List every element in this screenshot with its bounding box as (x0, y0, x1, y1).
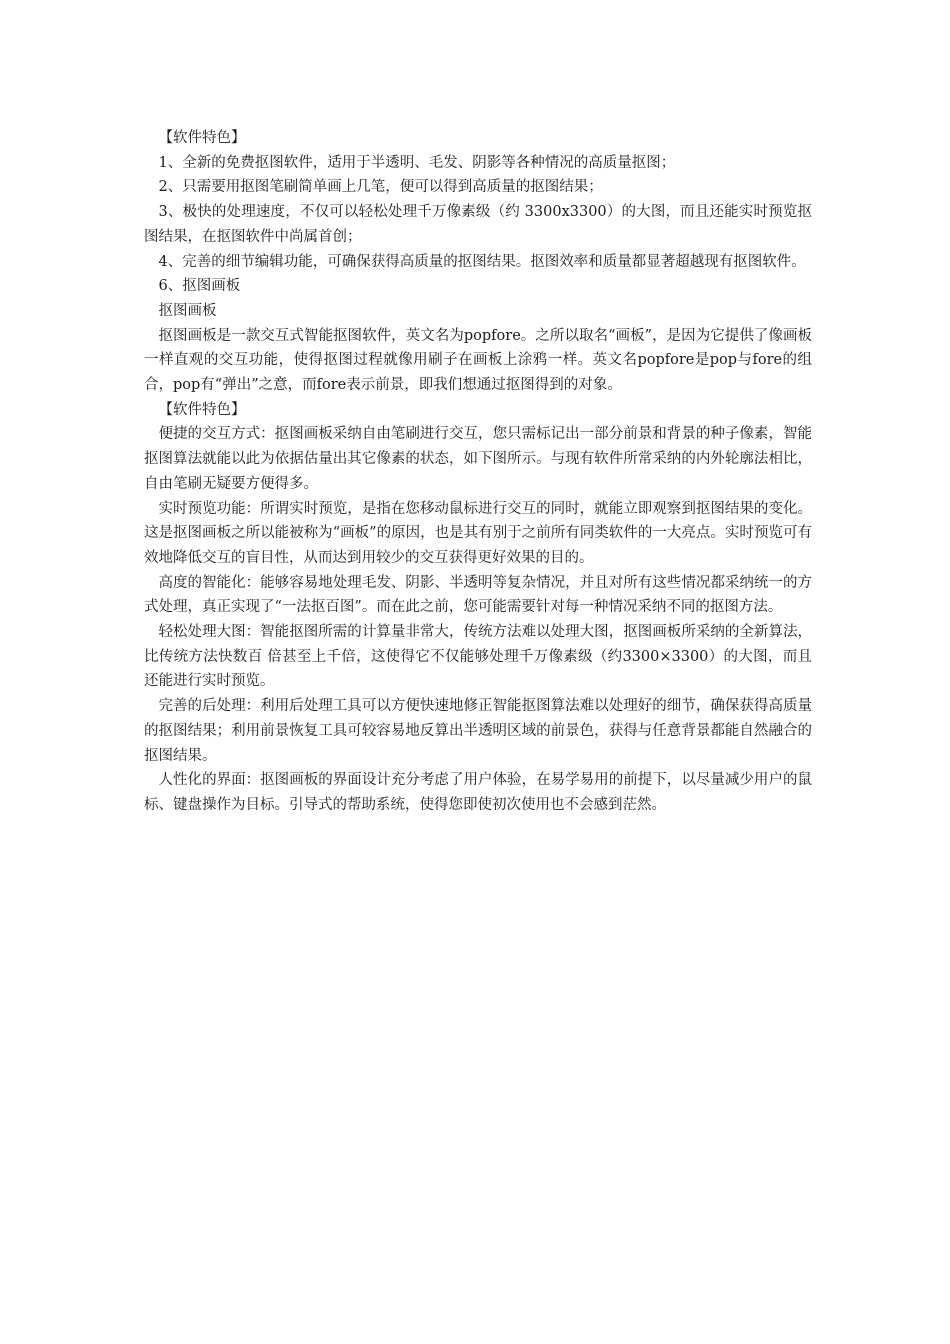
feature-item-3: 3、极快的处理速度，不仅可以轻松处理千万像素级（约 3300x3300）的大图，而且还能实时预览抠图结果，在抠图软件中尚属首创； (144, 204, 812, 245)
section-heading-software-features-2: 【软件特色】 (158, 401, 246, 418)
product-title: 抠图画板 (158, 302, 217, 319)
feature-item-2: 2、只需要用抠图笔刷简单画上几笔，便可以得到高质量的抠图结果； (158, 179, 603, 196)
feature-item-1: 1、全新的免费抠图软件，适用于半透明、毛发、阴影等各种情况的高质量抠图； (158, 154, 676, 171)
paragraph-user-interface: 人性化的界面：抠图画板的界面设计充分考虑了用户体验，在易学易用的前提下，以尽量减少用户的鼠标、键盘操作为目标。引导式的帮助系统，使得您即使初次使用也不会感到茫然。 (144, 772, 812, 813)
feature-item-4: 4、完善的细节编辑功能，可确保获得高质量的抠图结果。抠图效率和质量都显著超越现有抠图软件。 (158, 253, 806, 270)
paragraph-intelligence: 高度的智能化：能够容易地处理毛发、阴影、半透明等复杂情况，并且对所有这些情况都采纳统一的方式处理，真正实现了“一法抠百图”。而在此之前，您可能需要针对每一种情况采纳不同的抠图方法。 (144, 574, 812, 616)
product-intro-paragraph: 抠图画板是一款交互式智能抠图软件，英文名为popfore。之所以取名“画板”，是因为它提供了像画板一样直观的交互功能，使得抠图过程就像用刷子在画板上涂鸦一样。英文名popfore是pop与fore的组合，pop有“弹出”之意，而fore表示前景，即我们想通过抠图得到的对象。 (144, 327, 812, 394)
paragraph-realtime-preview: 实时预览功能：所谓实时预览，是指在您移动鼠标进行交互的同时，就能立即观察到抠图结果的变化。这是抠图画板之所以能被称为“画板”的原因，也是其有别于之前所有同类软件的一大亮点。实时预览可有效地降低交互的盲目性，从而达到用较少的交互获得更好效果的目的。 (144, 500, 812, 566)
paragraph-interaction: 便捷的交互方式：抠图画板采纳自由笔刷进行交互，您只需标记出一部分前景和背景的种子像素，智能抠图算法就能以此为依据估量出其它像素的状态，如下图所示。与现有软件所常采纳的内外轮廓法相比，自由笔刷无疑要方便得多。 (144, 426, 812, 492)
paragraph-post-processing: 完善的后处理：利用后处理工具可以方便快速地修正智能抠图算法难以处理好的细节，确保获得高质量的抠图结果；利用前景恢复工具可较容易地反算出半透明区域的前景色，获得与任意背景都能自然融合的抠图结果。 (144, 698, 812, 764)
section-heading-software-features: 【软件特色】 (158, 130, 246, 146)
feature-item-6: 6、抠图画板 (158, 278, 241, 295)
document-body (144, 126, 812, 818)
paragraph-large-images: 轻松处理大图：智能抠图所需的计算量非常大，传统方法难以处理大图，抠图画板所采纳的全新算法，比传统方法快数百 倍甚至上千倍，这使得它不仅能够处理千万像素级（约3300×3300）的大图，而且还能进行实时预览。 (144, 624, 812, 690)
